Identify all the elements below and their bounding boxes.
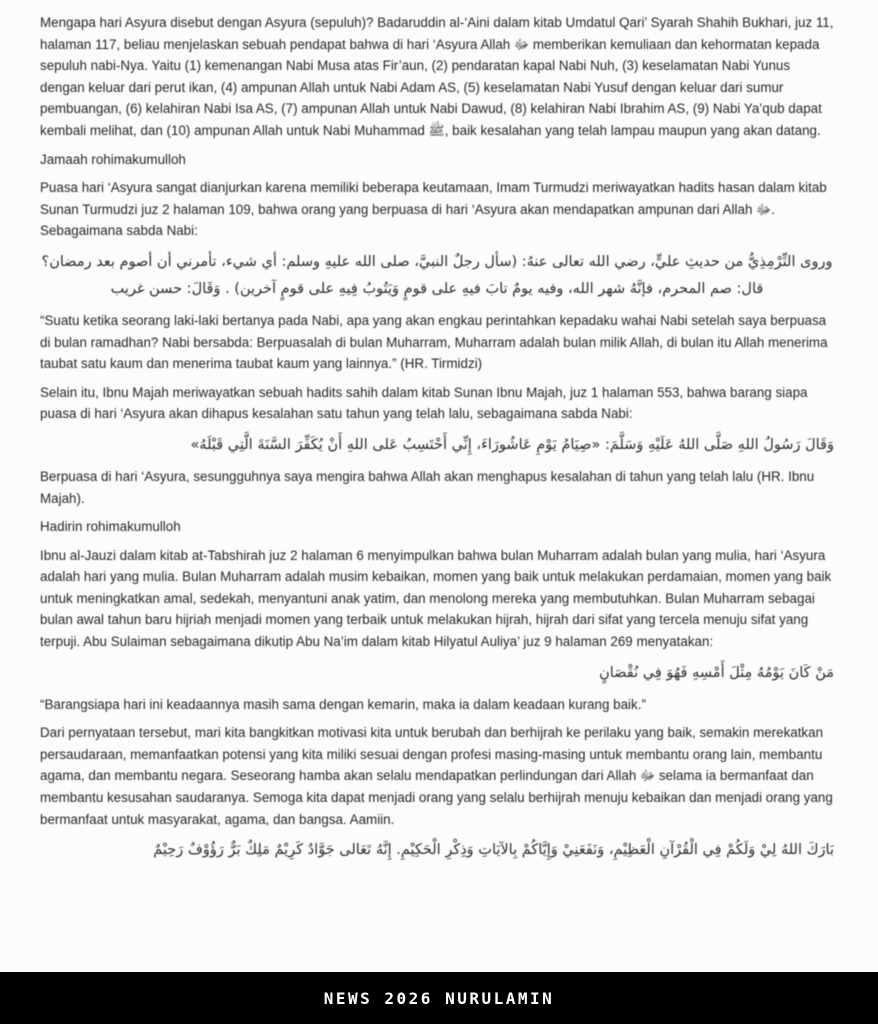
arabic-abu-sulaiman-quote: مَنْ كَانَ يَوْمُهُ مِثْلَ أَمْسِهِ فَهُوَ فِي نُقْصَانٍ [599, 664, 834, 681]
paragraph-ibnu-majah-intro: Selain itu, Ibnu Majah meriwayatkan sebuah hadits sahih dalam kitab Sunan Ibnu Majah, juz 1 halaman 553, bahwa barang siapa puasa di hari ‘Asyura akan dihapus kesalahan satu tahun yang telah lalu, sebagaimana sabda Nabi: [40, 384, 808, 422]
paragraph-muharram-virtues: Ibnu al-Jauzi dalam kitab at-Tabshirah juz 2 halaman 6 menyimpulkan bahwa bulan Muharram adalah bulan yang mulia, hari ‘Asyura adalah hari yang mulia. Bulan Muharram adalah musim kebaikan, momen yang baik untuk melakukan perdamaian, momen yang baik untuk meningkatkan amal, sedekah, menyantuni anak yatim, dan menolong mereka yang membutuhkan. Bulan Muharram sebagai bulan awal tahun baru hijriah menjadi momen yang terbaik untuk melakukan hijrah, hijrah dari sifat yang tercela menuju sifat yang terpuji. Abu Sulaiman sebagaimana dikutip Abu Na’im dalam kitab Hilyatul Auliya’ juz 9 halaman 269 menyatakan: [40, 547, 832, 650]
translation-hadith-ibnu-majah: Berpuasa di hari ‘Asyura, sesungguhnya saya mengira bahwa Allah akan menghapus kesalahan di tahun yang telah lalu (HR. Ibnu Majah). [40, 468, 815, 506]
greeting-hadirin: Hadirin rohimakumulloh [40, 519, 181, 535]
arabic-hadith-tirmidzi: وروى التِّرْمِذِيُّ من حديثِ عليٍّ، رضي الله تعالى عنهُ: (سأل رجلٌ النبيَّ، صلى الله عليهِ وسلم: أي شيء، تأمرني أن أصوم بعد رمضان؟ قال: صم المحرم، فإنَّهُ شهر الله، وفيه يومٌ تابَ فيهِ على قومٍ وَيَتُوبُ فِيهِ على قومٍ آخرين) . وَقَالَ: حسن غريب [41, 253, 833, 297]
translation-hadith-tirmidzi: “Suatu ketika seorang laki-laki bertanya pada Nabi, apa yang akan engkau perintahkan kepadaku wahai Nabi setelah saya berpuasa di bulan ramadhan? Nabi bersabda: Berpuasalah di bulan Muharram, Muharram adalah bulan milik Allah, di bulan itu Allah menerima taubat satu kaum dan menerima taubat kaum yang lainnya.” (HR. Tirmidzi) [40, 312, 828, 372]
arabic-closing-dua: بَارَكَ اللهُ لِيْ وَلَكُمْ فِي الْقُرْآنِ الْعَظِيْمِ، وَنَفَعَنِيْ وَإِيَّاكُمْ بِالآيَاتِ وَذِكْرِ الْحَكِيْمِ. إِنَّهُ تَعَالى جَوَّادٌ كَرِيْمٌ مَلِكٌ بَرٌّ رَؤُوْفٌ رَحِيْمٌ [153, 842, 834, 859]
greeting-jamaah: Jamaah rohimakumulloh [40, 151, 186, 167]
paragraph-asyura-intro: Mengapa hari Asyura disebut dengan Asyura (sepuluh)? Badaruddin al-‘Aini dalam kitab Umdatul Qari’ Syarah Shahih Bukhari, juz 11, halaman 117, beliau menjelaskan sebuah pendapat bahwa di hari ‘Asyura Allah ﷻ memberikan kemuliaan dan kehormatan kepada sepuluh nabi-Nya. Yaitu (1) kemenangan Nabi Musa atas Fir’aun, (2) pendaratan kapal Nabi Nuh, (3) keselamatan Nabi Yunus dengan keluar dari perut ikan, (4) ampunan Allah untuk Nabi Adam AS, (5) keselamatan Nabi Yusuf dengan keluar dari sumur pembuangan, (6) kelahiran Nabi Isa AS, (7) ampunan Allah untuk Nabi Dawud, (8) kelahiran Nabi Ibrahim AS, (9) Nabi Ya’qub dapat kembali melihat, dan (10) ampunan Allah untuk Nabi Muhammad ﷺ, baik kesalahan yang telah lampau maupun yang akan datang. [40, 15, 834, 138]
footer-banner [0, 972, 878, 1024]
paragraph-fasting-intro: Puasa hari ‘Asyura sangat dianjurkan karena memiliki beberapa keutamaan, Imam Turmudzi meriwayatkan hadits hasan dalam kitab Sunan Turmudzi juz 2 halaman 109, bahwa orang yang berpuasa di hari ‘Asyura akan mendapatkan ampunan dari Allah ﷻ. Sebagaimana sabda Nabi: [40, 180, 827, 239]
translation-abu-sulaiman-quote: “Barangsiapa hari ini keadaannya masih sama dengan kemarin, maka ia dalam keadaan kurang baik.” [40, 696, 646, 712]
footer-banner-text: NEWS 2026 NURULAMIN [323, 988, 555, 1008]
paragraph-closing-motivation: Dari pernyataan tersebut, mari kita bangkitkan motivasi kita untuk berubah dan berhijrah ke perilaku yang baik, semakin merekatkan persaudaraan, memanfaatkan potensi yang kita miliki sesuai dengan profesi masing-masing untuk membantu orang lain, membantu agama, dan membantu negara. Seseorang hamba akan selalu mendapatkan perlindungan dari Allah ﷻ selama ia bermanfaat dan membantu kesusahan saudaranya. Semoga kita dapat menjadi orang yang selalu berhijrah menuju kebaikan dan menjadi orang yang bermanfaat untuk masyarakat, agama, dan bangsa. Aamiin. [40, 725, 833, 827]
sermon-body [40, 12, 834, 871]
arabic-hadith-ibnu-majah: وَقَالَ رَسُولُ اللهِ صَلَّى اللهُ عَلَيْهِ وَسَلَّمَ: «صِيَامُ يَوْمِ عَاشُورَاءَ، إِنِّي أَحْتَسِبُ عَلى اللهِ أَنْ يُكَفِّرَ السَّنَةَ الَّتِي قَبْلَهُ» [190, 436, 834, 453]
